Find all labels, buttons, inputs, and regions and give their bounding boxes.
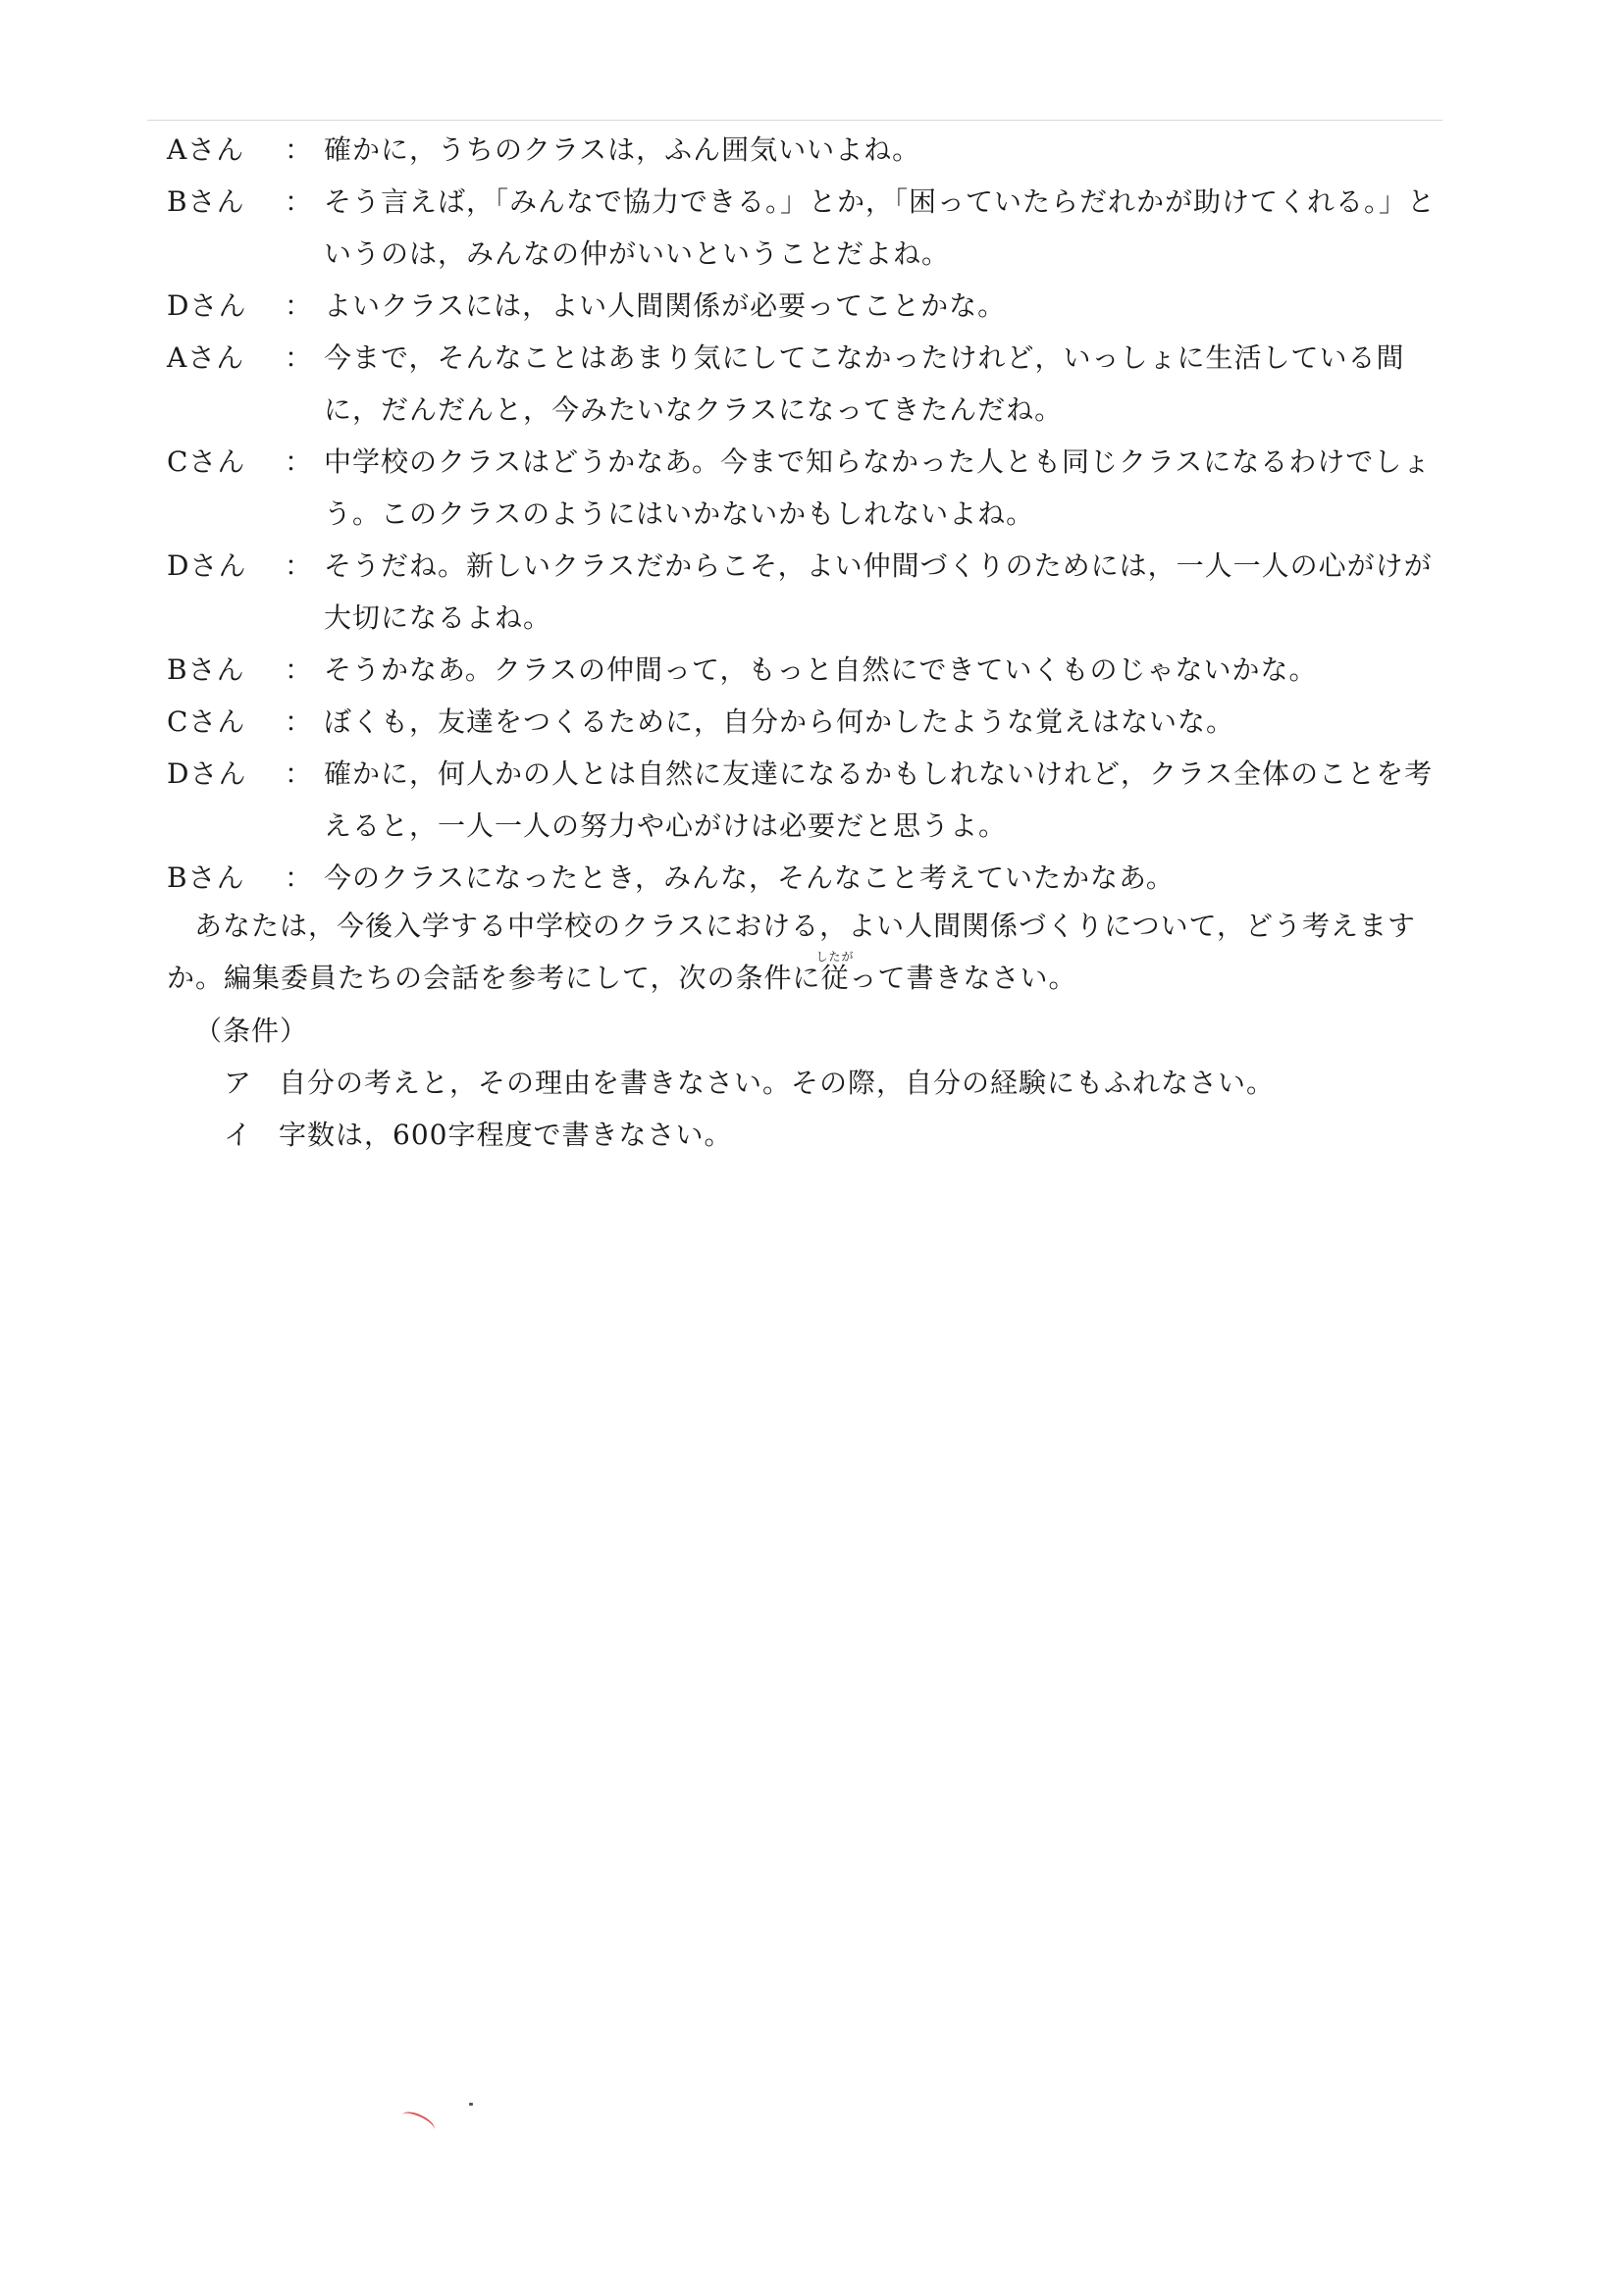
dialogue-turn	[167, 644, 1442, 696]
utterance-text: そうかなあ。クラスの仲間って，もっと自然にできていくものじゃないかな。	[324, 653, 1318, 686]
speaker-colon: ：	[285, 705, 314, 738]
essay-prompt	[167, 900, 1442, 1004]
speaker-label: Aさん	[167, 341, 245, 374]
condition-mark: イ	[224, 1119, 253, 1151]
utterance-text: 確かに，うちのクラスは，ふん囲気いいよね。	[324, 133, 921, 166]
dialogue-turn	[167, 332, 1442, 436]
conditions-heading: （条件）	[194, 1015, 309, 1047]
red-pen-mark	[398, 2108, 437, 2137]
utterance-text: 今のクラスになったとき，みんな，そんなこと考えていたかなあ。	[324, 861, 1175, 894]
speaker-label: Cさん	[167, 445, 246, 478]
ruby-reading: したが	[815, 950, 855, 964]
prompt-paragraph	[167, 900, 1442, 1004]
prompt-text-before: あなたは，今後入学する中学校のクラスにおける，よい人間関係づくりについて，どう考えますか。編集委員たちの会話を参考にして，次の条件に	[167, 910, 1417, 994]
conditions	[167, 1005, 1442, 1161]
condition-mark: ア	[224, 1067, 253, 1099]
speaker-colon: ：	[285, 185, 314, 218]
utterance-text: そう言えば，「みんなで協力できる。」とか，「困っていたらだれかが助けてくれる。」というのは，みんなの仲がいいということだよね。	[324, 185, 1437, 270]
speaker-colon: ：	[285, 757, 314, 790]
utterance-text: 中学校のクラスはどうかなあ。今まで知らなかった人とも同じクラスになるわけでしょう。このクラスのようにはいかないかもしれないよね。	[324, 445, 1432, 530]
dialogue-turn	[167, 436, 1442, 540]
speaker-colon: ：	[285, 445, 314, 478]
ruby-base: 従	[815, 962, 855, 994]
dialogue-turn	[167, 280, 1442, 332]
speaker-label: Bさん	[167, 185, 245, 218]
speaker-label: Dさん	[167, 757, 247, 790]
speaker-label: Dさん	[167, 549, 247, 582]
speaker-colon: ：	[285, 549, 314, 582]
utterance-text: 今まで，そんなことはあまり気にしてこなかったけれど，いっしょに生活している間に，だんだんと，今みたいなクラスになってきたんだね。	[324, 341, 1405, 426]
condition-text: 字数は，600字程度で書きなさい。	[279, 1119, 733, 1151]
speaker-label: Aさん	[167, 133, 245, 166]
speaker-colon: ：	[285, 861, 314, 894]
utterance-text: 確かに，何人かの人とは自然に友達になるかもしれないけれど，クラス全体のことを考えると，一人一人の努力や心がけは必要だと思うよ。	[324, 757, 1434, 842]
dialogue-turn	[167, 124, 1442, 176]
speaker-label: Dさん	[167, 289, 247, 322]
condition-item	[167, 1057, 1442, 1109]
speaker-label: Bさん	[167, 653, 245, 686]
top-rule	[147, 120, 1442, 121]
prompt-text-after: って書きなさい。	[849, 962, 1077, 994]
dialogue-turn	[167, 540, 1442, 644]
speaker-colon: ：	[285, 653, 314, 686]
utterance-text: そうだね。新しいクラスだからこそ，よい仲間づくりのためには，一人一人の心がけが大切になるよね。	[324, 549, 1433, 634]
dialogue-turn	[167, 696, 1442, 748]
dialogue-turn	[167, 852, 1442, 904]
utterance-text: よいクラスには，よい人間関係が必要ってことかな。	[324, 289, 1007, 322]
condition-item	[167, 1109, 1442, 1161]
dialogue-turn	[167, 176, 1442, 280]
speaker-colon: ：	[285, 133, 314, 166]
furigana-word	[815, 950, 855, 994]
speaker-label: Bさん	[167, 861, 245, 894]
scan-speck	[469, 2103, 473, 2106]
speaker-colon: ：	[285, 341, 314, 374]
dialogue	[167, 124, 1442, 904]
condition-text: 自分の考えと，その理由を書きなさい。その際，自分の経験にもふれなさい。	[279, 1067, 1276, 1099]
utterance-text: ぼくも，友達をつくるために，自分から何かしたような覚えはないな。	[324, 705, 1235, 738]
dialogue-turn	[167, 748, 1442, 852]
speaker-label: Cさん	[167, 705, 246, 738]
speaker-colon: ：	[285, 289, 314, 322]
